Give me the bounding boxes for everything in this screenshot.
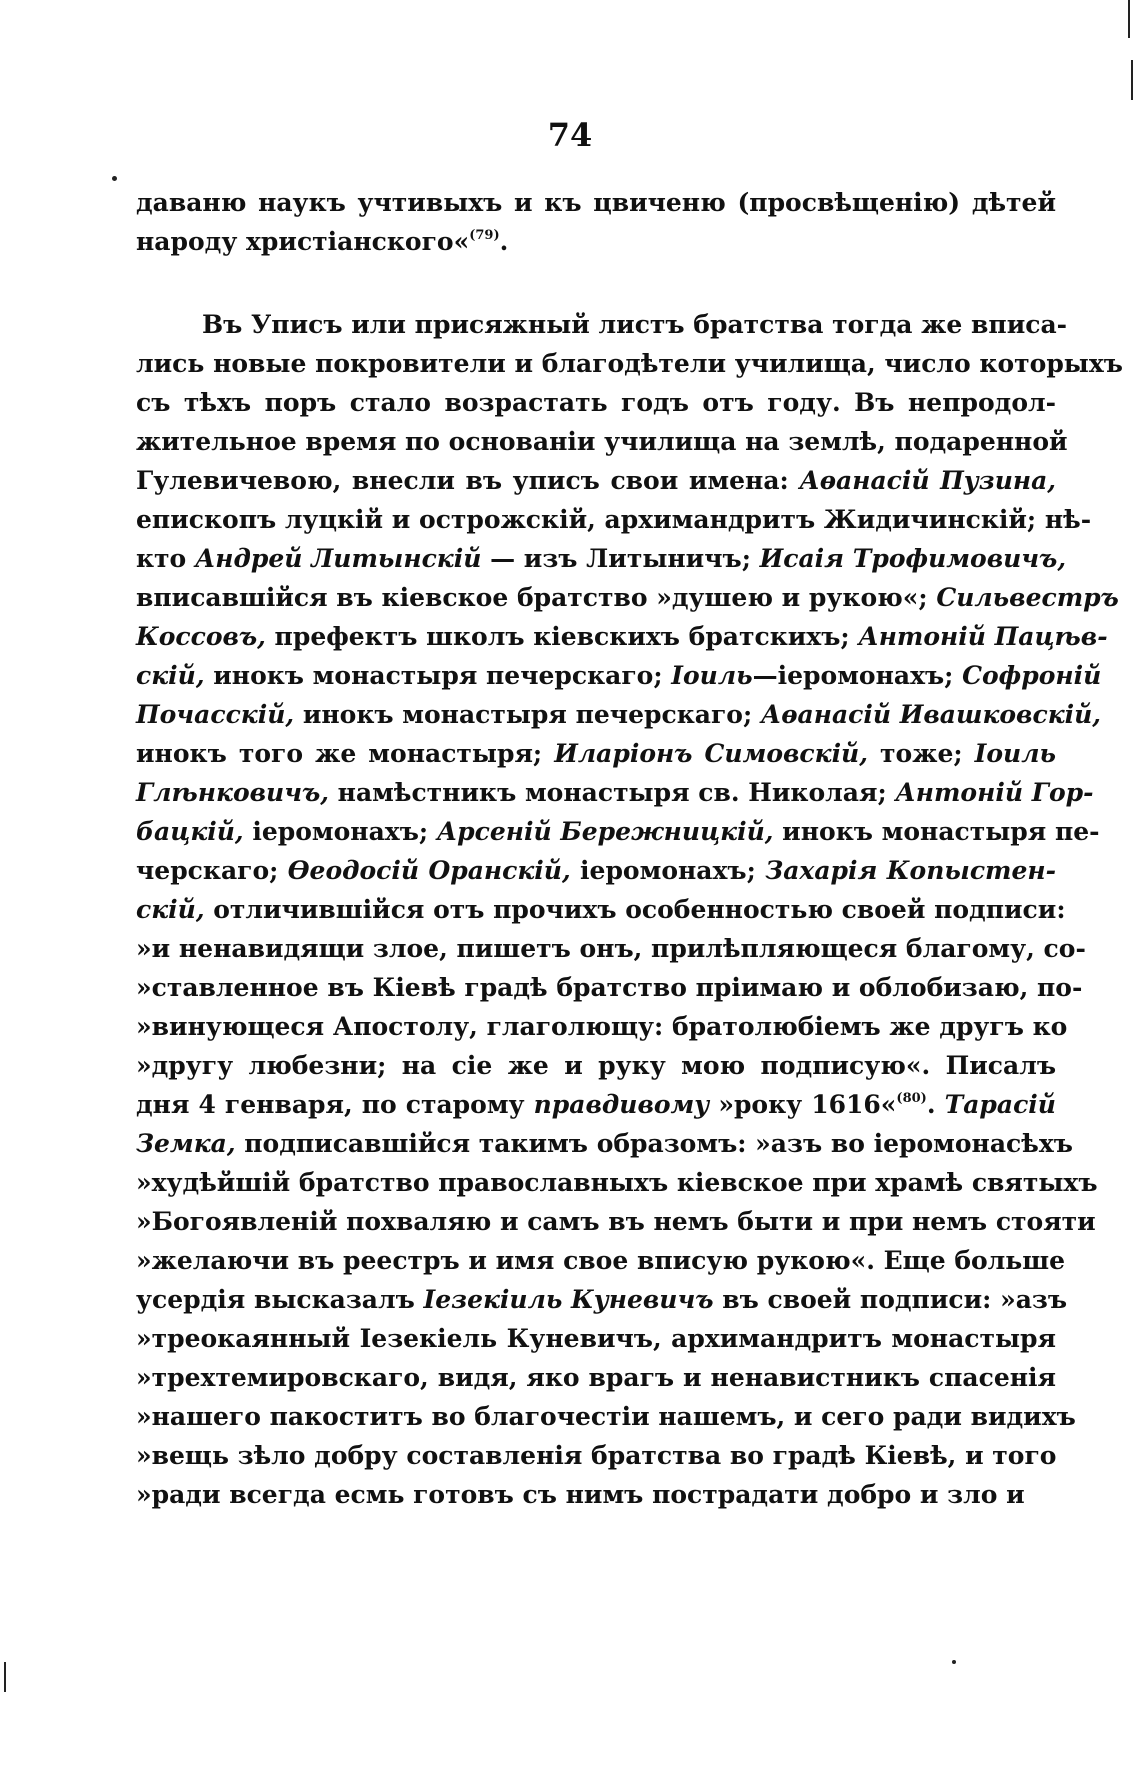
page-number: 74 [547,116,593,154]
italic-name: бацкій, [136,817,244,846]
italic-name: Аѳанасій Пузина, [799,466,1056,495]
text-line: »вещь зѣло добру составленія братства во градѣ Кіевѣ, и того [136,1441,1057,1470]
italic-name: Иларіонъ Симовскій, [554,739,868,768]
italic-name: правдивому [533,1090,710,1119]
italic-name: Антоній Пацѣв- [858,622,1108,651]
italic-name: Глѣнковичъ, [136,778,329,807]
italic-name: Антоній Гор- [895,778,1094,807]
text-run: въ своей подписи: »азъ [713,1285,1068,1314]
text-run: —іеромонахъ; [752,661,963,690]
text-run: дня 4 генваря, по старому [136,1090,534,1119]
text-run: инокъ монастыря печерскаго; [204,661,672,690]
scan-edge-mark [1131,60,1133,100]
italic-name: Сильвестръ [936,583,1119,612]
scan-edge-mark [4,1662,6,1692]
text-run: намѣстникъ монастыря св. Николая; [328,778,896,807]
text-run: инокъ того же монастыря; [136,739,555,768]
text-line [136,617,1108,656]
italic-name: скій, [136,661,205,690]
text-line: »треокаянный Іезекіель Куневичъ, архимандритъ монастыря [136,1324,1056,1353]
text-run: тоже; [867,739,975,768]
scan-speck [952,1660,956,1664]
text-line: »ставленное въ Кіевѣ градѣ братство пріимаю и облобизаю, по- [136,973,1083,1002]
text-line: »нашего пакоститъ во благочестіи нашемъ, и сего ради видихъ [136,1402,1076,1431]
italic-name: Іоиль [974,739,1057,768]
text-run: префектъ школъ кіевскихъ братскихъ; [265,622,859,651]
text-line: »трехтемировскаго, видя, яко врагъ и ненавистникъ спасенія [136,1363,1056,1392]
text-line: епископъ луцкій и острожскій, архимандритъ Жидичинскій; нѣ- [136,505,1092,534]
text-run: инокъ монастыря пе- [773,817,1100,846]
footnote-ref: (79) [469,228,500,243]
text-run: »року 1616« [709,1090,897,1119]
text-run: народу христіанского« [136,227,470,256]
italic-name: Арсеній Бережницкій, [436,817,774,846]
text-line: лись новые покровители и благодѣтели училища, число которыхъ [136,349,1123,378]
italic-name: Коссовъ, [136,622,266,651]
text-run: инокъ монастыря печерскаго; [294,700,761,729]
paragraph-1 [136,183,1056,261]
text-line [136,222,1056,261]
text-line: »винующеся Апостолу, глаголющу: братолюбіемъ же другъ ко [136,1012,1068,1041]
text-line [136,539,1067,578]
text-run: вписавшійся въ кіевское братство »душею и рукою«; [136,583,937,612]
italic-name: Исаія Трофимовичъ, [759,544,1067,573]
text-line [136,461,1056,500]
footnote-ref: (80) [896,1091,927,1106]
text-line: Въ Уписъ или присяжный листъ братства тогда же вписа- [202,310,1068,339]
text-line [136,812,1100,851]
italic-name: Ѳеодосій Оранскій, [287,856,571,885]
text-run: . [499,227,509,256]
text-run: черскаго; [136,856,288,885]
text-line: жительное время по основаніи училища на землѣ, подаренной [136,427,1068,456]
text-line [136,851,1056,890]
text-line [136,890,1066,929]
text-line: даваню наукъ учтивыхъ и къ цвиченю (просвѣщенію) дѣтей [136,188,1056,217]
text-run: Гулевичевою, внесли въ уписъ свои имена: [136,466,800,495]
italic-name: Земка, [136,1129,236,1158]
text-run: іеромонахъ; [570,856,766,885]
scan-edge-mark [1128,0,1130,38]
text-line: »Богоявленій похваляю и самъ въ немъ быти и при немъ стояти [136,1207,1096,1236]
text-run: . [926,1090,945,1119]
text-line: »ради всегда есмь готовъ съ нимъ пострадати добро и зло и [136,1480,1025,1509]
text-line [136,656,1102,695]
text-line: »и ненавидящи злое, пишетъ онъ, прилѣпляющеся благому, со- [136,934,1086,963]
text-line [136,734,1056,773]
text-line [136,1085,1056,1124]
text-line [136,695,1101,734]
text-run: усердія высказалъ [136,1285,424,1314]
text-run: подписавшійся такимъ образомъ: »азъ во іеромонасѣхъ [235,1129,1073,1158]
text-run: — изъ Литыничъ; [481,544,760,573]
italic-name: скій, [136,895,205,924]
text-line: »худѣйшій братство православныхъ кіевское при храмѣ святыхъ [136,1168,1098,1197]
text-line [136,1280,1068,1319]
italic-name: Аѳанасій Ивашковскій, [760,700,1101,729]
paragraph-2 [136,305,1123,1514]
italic-name: Софроній [962,661,1102,690]
italic-name: Андрей Литынскій [194,544,482,573]
text-line [136,1124,1073,1163]
scan-speck [112,176,117,181]
italic-name: Захарія Копыстен- [765,856,1057,885]
text-line: съ тѣхъ поръ стало возрастать годъ отъ году. Въ непродол- [136,388,1056,417]
text-run: отличившійся отъ прочихъ особенностью своей подписи: [204,895,1066,924]
italic-name: Іоиль [671,661,753,690]
italic-name: Іезекіиль Куневичъ [423,1285,714,1314]
text-line: »желаючи въ реестръ и имя свое вписую рукою«. Еще больше [136,1246,1066,1275]
text-run: іеромонахъ; [243,817,437,846]
text-line: »другу любезни; на сіе же и руку мою подписую«. Писалъ [136,1051,1056,1080]
italic-name: Почасскій, [136,700,295,729]
italic-name: Тарасій [944,1090,1056,1119]
text-line [136,773,1094,812]
text-run: кто [136,544,195,573]
text-line [136,578,1119,617]
